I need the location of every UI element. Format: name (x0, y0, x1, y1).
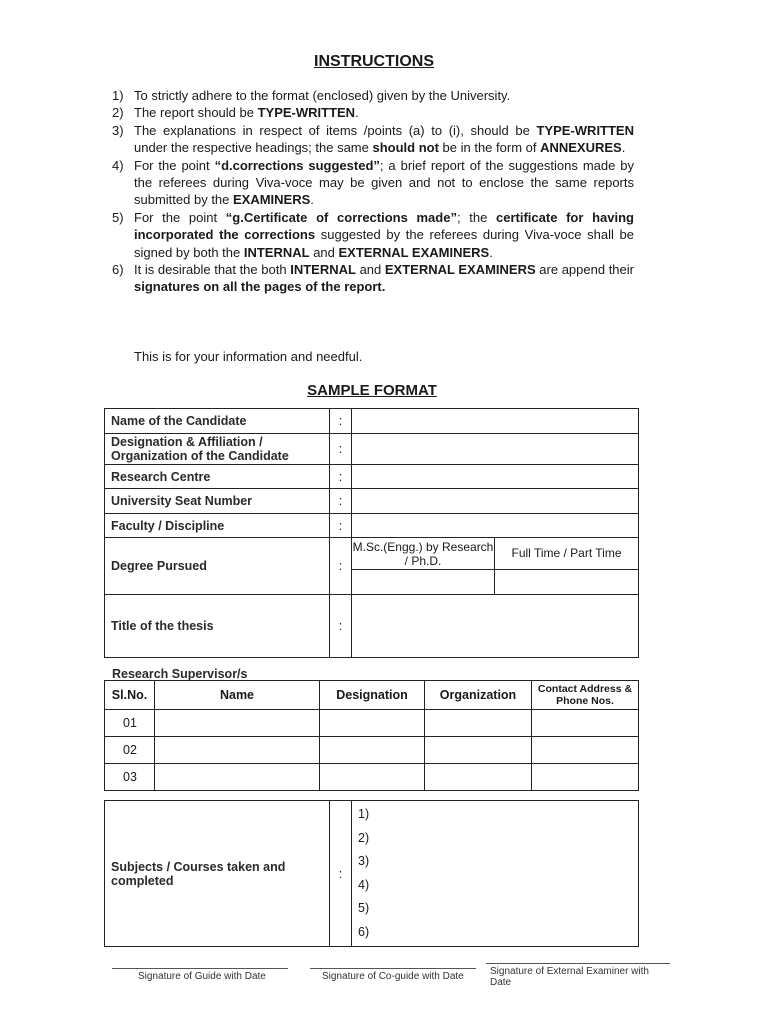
col-header-name: Name (155, 681, 320, 710)
instruction-text: . (489, 244, 493, 260)
colon: : (330, 538, 352, 595)
instruction-number: 2) (112, 105, 124, 121)
field-value-seat[interactable] (352, 489, 639, 514)
subjects-label: Subjects / Courses taken and completed (105, 801, 330, 947)
cell-organization[interactable] (425, 737, 532, 764)
instruction-text: . (355, 105, 359, 121)
row-number: 01 (105, 710, 155, 737)
instruction-text: To strictly adhere to the format (enclosed) given by the University. (134, 88, 511, 103)
subject-item: 5) (358, 901, 370, 915)
row-number: 03 (105, 764, 155, 791)
table-row (105, 737, 639, 764)
instruction-emphasis: TYPE-WRITTEN (257, 105, 356, 121)
col-header-organization: Organization (425, 681, 532, 710)
instruction-number: 4) (112, 157, 124, 173)
instruction-item (112, 209, 634, 261)
instruction-text: The explanations in respect of items /points (a) to (i), should be (134, 122, 537, 138)
cell-contact[interactable] (532, 737, 639, 764)
subject-item: 2) (358, 830, 370, 845)
subjects-table (104, 800, 639, 947)
signature-line (486, 963, 670, 964)
signature-external-label: Signature of External Examiner with Date (490, 966, 649, 988)
instruction-text: ; the (456, 209, 496, 225)
subject-item: 1) (358, 807, 370, 821)
field-label-designation: Designation & Affiliation / Organization of the Candidate (105, 434, 330, 465)
instruction-number: 5) (112, 209, 124, 225)
instruction-emphasis: EXTERNAL EXAMINERS (338, 244, 490, 260)
instruction-item (112, 122, 634, 157)
colon: : (330, 409, 352, 434)
signature-line (310, 968, 476, 969)
row-number: 02 (105, 737, 155, 764)
degree-option-msc-phd[interactable]: M.Sc.(Engg.) by Research / Ph.D. (352, 539, 494, 568)
instructions-heading: INSTRUCTIONS (314, 53, 434, 70)
form-row-degree (105, 538, 639, 595)
instruction-text: . (310, 192, 314, 208)
cell-designation[interactable] (320, 737, 425, 764)
cell-designation[interactable] (320, 710, 425, 737)
instruction-text: be in the form of (438, 140, 541, 156)
instruction-emphasis: TYPE-WRITTEN (536, 122, 634, 138)
subject-item: 4) (358, 877, 370, 892)
colon: : (330, 595, 352, 658)
subject-item: 6) (358, 924, 370, 939)
cell-name[interactable] (155, 737, 320, 764)
instruction-text: and (355, 262, 385, 278)
field-value-thesis[interactable] (352, 595, 639, 658)
instruction-text: The report should be (134, 105, 258, 121)
instruction-text: It is desirable that the both (134, 262, 291, 278)
field-label-seat: University Seat Number (105, 489, 330, 514)
instruction-number: 6) (112, 262, 124, 278)
degree-mode-blank[interactable] (495, 570, 638, 594)
field-value-name[interactable] (352, 409, 639, 434)
field-label-thesis: Title of the thesis (105, 595, 330, 658)
cell-name[interactable] (155, 710, 320, 737)
cell-contact[interactable] (532, 764, 639, 791)
instruction-emphasis: EXAMINERS (233, 192, 311, 208)
signature-guide-label: Signature of Guide with Date (138, 971, 266, 982)
field-value-designation[interactable] (352, 434, 639, 465)
form-row-name (105, 409, 639, 434)
instruction-number: 1) (112, 88, 124, 103)
field-label-faculty: Faculty / Discipline (105, 514, 330, 538)
instruction-text: . (621, 140, 626, 156)
col-header-contact: Contact Address & Phone Nos. (532, 681, 639, 710)
signature-guide (112, 968, 288, 982)
instruction-emphasis: INTERNAL (243, 244, 310, 260)
cell-organization[interactable] (425, 764, 532, 791)
instruction-emphasis: ANNEXURES (540, 140, 622, 156)
table-row (105, 710, 639, 737)
instruction-number: 3) (112, 122, 124, 138)
form-row-seat (105, 489, 639, 514)
instruction-text: For the point (134, 157, 215, 173)
signature-coguide-label: Signature of Co-guide with Date (322, 971, 464, 982)
table-row (105, 764, 639, 791)
cell-contact[interactable] (532, 710, 639, 737)
instruction-text: are append their (535, 262, 634, 278)
instructions-list (112, 87, 634, 296)
instruction-text: ; a brief report of the suggestions made by the referees during Viva-voce may be given and not to enclose the same reports submitted by the (134, 157, 635, 208)
subject-item: 3) (358, 854, 370, 868)
form-row-designation (105, 434, 639, 465)
instruction-emphasis: INTERNAL (290, 262, 356, 278)
instruction-emphasis: “g.Certificate of corrections made” (225, 209, 457, 225)
field-label-name: Name of the Candidate (105, 409, 330, 434)
colon: : (330, 801, 352, 947)
candidate-details-table (104, 408, 639, 658)
col-header-slno: Sl.No. (105, 681, 155, 710)
instruction-item (112, 104, 634, 121)
form-row-faculty (105, 514, 639, 538)
instruction-item (112, 261, 634, 296)
colon: : (330, 489, 352, 514)
field-value-centre[interactable] (352, 465, 639, 489)
information-note: This is for your information and needful. (134, 349, 363, 364)
instruction-emphasis: certificate for having incorporated the corrections (134, 209, 634, 243)
instruction-item (112, 87, 634, 104)
cell-name[interactable] (155, 764, 320, 791)
field-label-centre: Research Centre (105, 465, 330, 489)
instruction-emphasis: signatures on all the pages of the report. (134, 279, 386, 295)
signature-external (486, 963, 670, 988)
sample-format-heading: SAMPLE FORMAT (307, 382, 437, 399)
degree-option-cell (352, 538, 495, 595)
subjects-row (105, 801, 639, 947)
form-row-thesis (105, 595, 639, 658)
instruction-emphasis: EXTERNAL EXAMINERS (384, 262, 536, 278)
supervisors-label: Research Supervisor/s (112, 667, 248, 681)
instruction-emphasis: should not (372, 140, 439, 156)
field-value-faculty[interactable] (352, 514, 639, 538)
field-label-degree: Degree Pursued (105, 538, 330, 595)
supervisors-table (104, 680, 639, 791)
cell-organization[interactable] (425, 710, 532, 737)
signature-line (112, 968, 288, 969)
instruction-text: suggested by the referees during Viva-voce shall be signed by both the (134, 227, 634, 260)
colon: : (330, 434, 352, 465)
form-row-centre (105, 465, 639, 489)
subjects-list-cell[interactable] (352, 801, 639, 947)
col-header-designation: Designation (320, 681, 425, 710)
colon: : (330, 514, 352, 538)
degree-option-fulltime-parttime[interactable]: Full Time / Part Time (495, 539, 638, 570)
instruction-text: under the respective headings; the same (134, 140, 373, 156)
signature-coguide (310, 968, 476, 982)
cell-designation[interactable] (320, 764, 425, 791)
supervisors-header-row (105, 681, 639, 710)
degree-mode-cell (495, 538, 639, 595)
instruction-text: For the point (134, 209, 226, 225)
instruction-item (112, 157, 634, 209)
instruction-emphasis: “d.corrections suggested” (214, 157, 380, 173)
degree-option-blank[interactable] (352, 570, 494, 594)
colon: : (330, 465, 352, 489)
instruction-text: and (309, 244, 339, 260)
